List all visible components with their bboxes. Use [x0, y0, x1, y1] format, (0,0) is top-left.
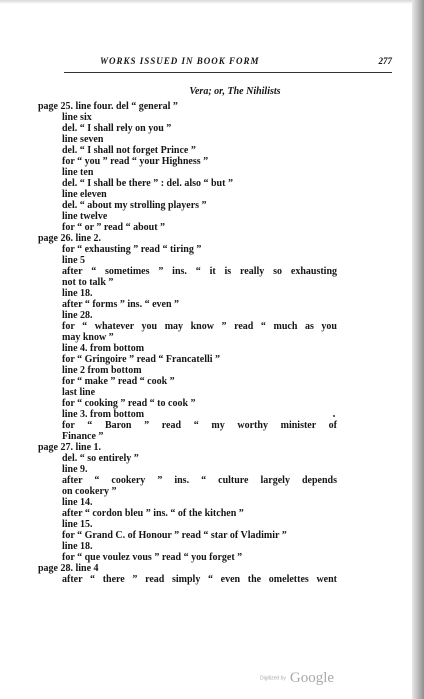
emendation-line: after “ forms ” ins. “ even ”: [62, 299, 180, 310]
emendation-line: last line: [62, 387, 96, 398]
running-head: [64, 56, 392, 73]
emendation-line: for “ Grand C. of Honour ” read “ star of Vladimir ”: [62, 530, 287, 541]
digitizer-small-text: Digitized by: [260, 675, 286, 682]
emendation-line: after “ there ” read simply “ even the omelettes went: [62, 574, 337, 585]
digitizer-watermark: [260, 669, 334, 687]
emendation-line: for “ que voulez vous ” read “ you forget ”: [62, 552, 243, 563]
section-heading: Vera; or, The Nihilists: [189, 86, 281, 97]
emendation-line: line 15.: [62, 519, 93, 530]
emendation-line: for “ whatever you may know ” read “ much as you: [62, 321, 337, 332]
emendation-line: not to talk ”: [62, 277, 114, 288]
emendation-line: del. “ about my strolling players ”: [62, 200, 207, 211]
emendation-line: line 18.: [62, 541, 93, 552]
emendation-line: line 9.: [62, 464, 88, 475]
emendation-line: line ten: [62, 167, 94, 178]
emendation-line: after “ sometimes ” ins. “ it is really so exhausting: [62, 266, 337, 277]
emendation-line: del. “ so entirely ”: [62, 453, 139, 464]
page-top-edge: [0, 0, 412, 4]
emendation-line: line 14.: [62, 497, 93, 508]
print-speck: [333, 415, 335, 417]
emendation-line: after “ cordon bleu ” ins. “ of the kitchen ”: [62, 508, 244, 519]
emendation-line: line 2 from bottom: [62, 365, 142, 376]
emendation-line: line 18.: [62, 288, 93, 299]
emendation-line: line six: [62, 112, 92, 123]
emendation-line: del. “ I shall be there ” : del. also “ but ”: [62, 178, 233, 189]
emendation-line: Finance ”: [62, 431, 104, 442]
page-reference-line: page 27. line 1.: [38, 442, 102, 453]
page-number: 277: [378, 56, 392, 66]
emendation-line: line eleven: [62, 189, 107, 200]
emendation-line: for “ you ” read “ your Highness ”: [62, 156, 209, 167]
emendation-line: del. “ I shall rely on you ”: [62, 123, 172, 134]
emendation-line: for “ make ” read “ cook ”: [62, 376, 175, 387]
emendation-line: line 3. from bottom: [62, 409, 145, 420]
page-reference-line: page 28. line 4: [38, 563, 99, 574]
running-title: WORKS ISSUED IN BOOK FORM: [100, 56, 260, 66]
emendation-line: line 28.: [62, 310, 93, 321]
emendation-line: del. “ I shall not forget Prince ”: [62, 145, 196, 156]
emendation-line: may know ”: [62, 332, 114, 343]
emendation-line: line seven: [62, 134, 104, 145]
emendation-line: line 4. from bottom: [62, 343, 145, 354]
google-logo: Google: [289, 669, 335, 686]
page-right-edge-shadow: [412, 0, 424, 699]
emendation-line: for “ or ” read “ about ”: [62, 222, 166, 233]
emendation-line: for “ Baron ” read “ my worthy minister of: [62, 420, 337, 431]
emendation-line: line 5: [62, 255, 86, 266]
emendation-line: after “ cookery ” ins. “ culture largely depends: [62, 475, 337, 486]
emendation-line: for “ Gringoire ” read “ Francatelli ”: [62, 354, 221, 365]
page-reference-line: page 25. line four. del “ general ”: [38, 101, 178, 112]
emendation-line: for “ exhausting ” read “ tiring ”: [62, 244, 202, 255]
emendation-line: for “ cooking ” read “ to cook ”: [62, 398, 196, 409]
page-reference-line: page 26. line 2.: [38, 233, 102, 244]
emendation-line: line twelve: [62, 211, 108, 222]
emendation-line: on cookery ”: [62, 486, 117, 497]
